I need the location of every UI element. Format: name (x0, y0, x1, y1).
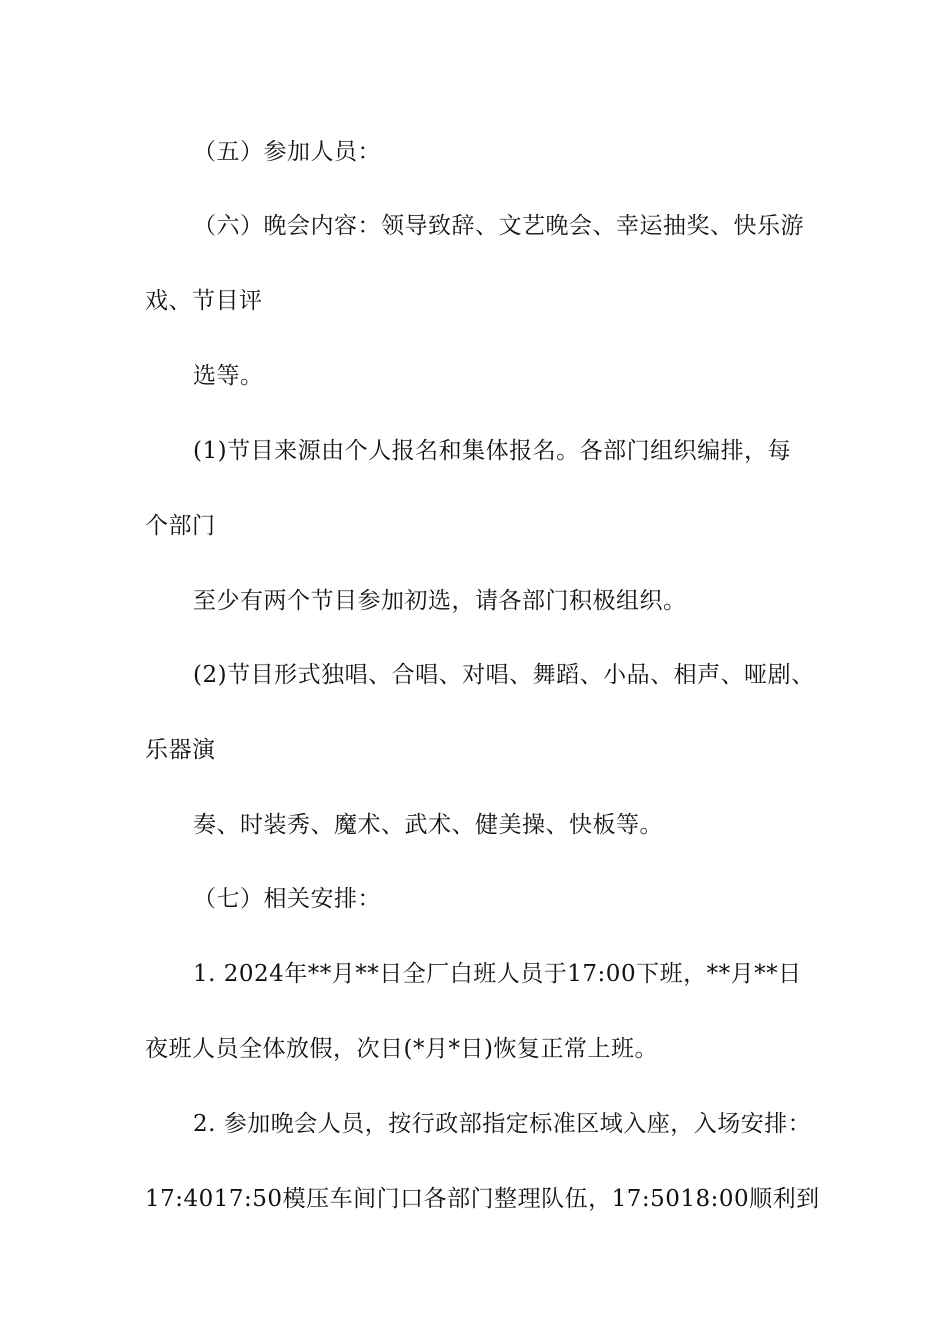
paragraph-line: 乐器演 (145, 737, 216, 763)
paragraph-line: (1)节目来源由个人报名和集体报名。各部门组织编排，每 (193, 438, 792, 464)
paragraph-line: 选等。 (193, 363, 264, 389)
paragraph-line: 奏、时装秀、魔术、武术、健美操、快板等。 (193, 812, 663, 838)
paragraph-line: （六）晚会内容：领导致辞、文艺晚会、幸运抽奖、快乐游 (193, 213, 804, 239)
section-heading-7: （七）相关安排： (193, 886, 381, 912)
paragraph-line: 戏、节目评 (145, 288, 263, 314)
paragraph-line: 1. 2024年**月**日全厂白班人员于17:00下班，**月**日 (193, 961, 802, 987)
paragraph-line: 2. 参加晚会人员，按行政部指定标准区域入座，入场安排： (193, 1111, 812, 1137)
section-heading-5: （五）参加人员： (193, 139, 381, 165)
paragraph-line: 至少有两个节目参加初选，请各部门积极组织。 (193, 588, 687, 614)
paragraph-line: 17:4017:50模压车间门口各部门整理队伍，17:5018:00顺利到 (145, 1186, 820, 1212)
paragraph-line: 夜班人员全体放假，次日(*月*日)恢复正常上班。 (145, 1036, 658, 1062)
paragraph-line: 个部门 (145, 513, 216, 539)
paragraph-line: (2)节目形式独唱、合唱、对唱、舞蹈、小品、相声、哑剧、 (193, 662, 815, 688)
